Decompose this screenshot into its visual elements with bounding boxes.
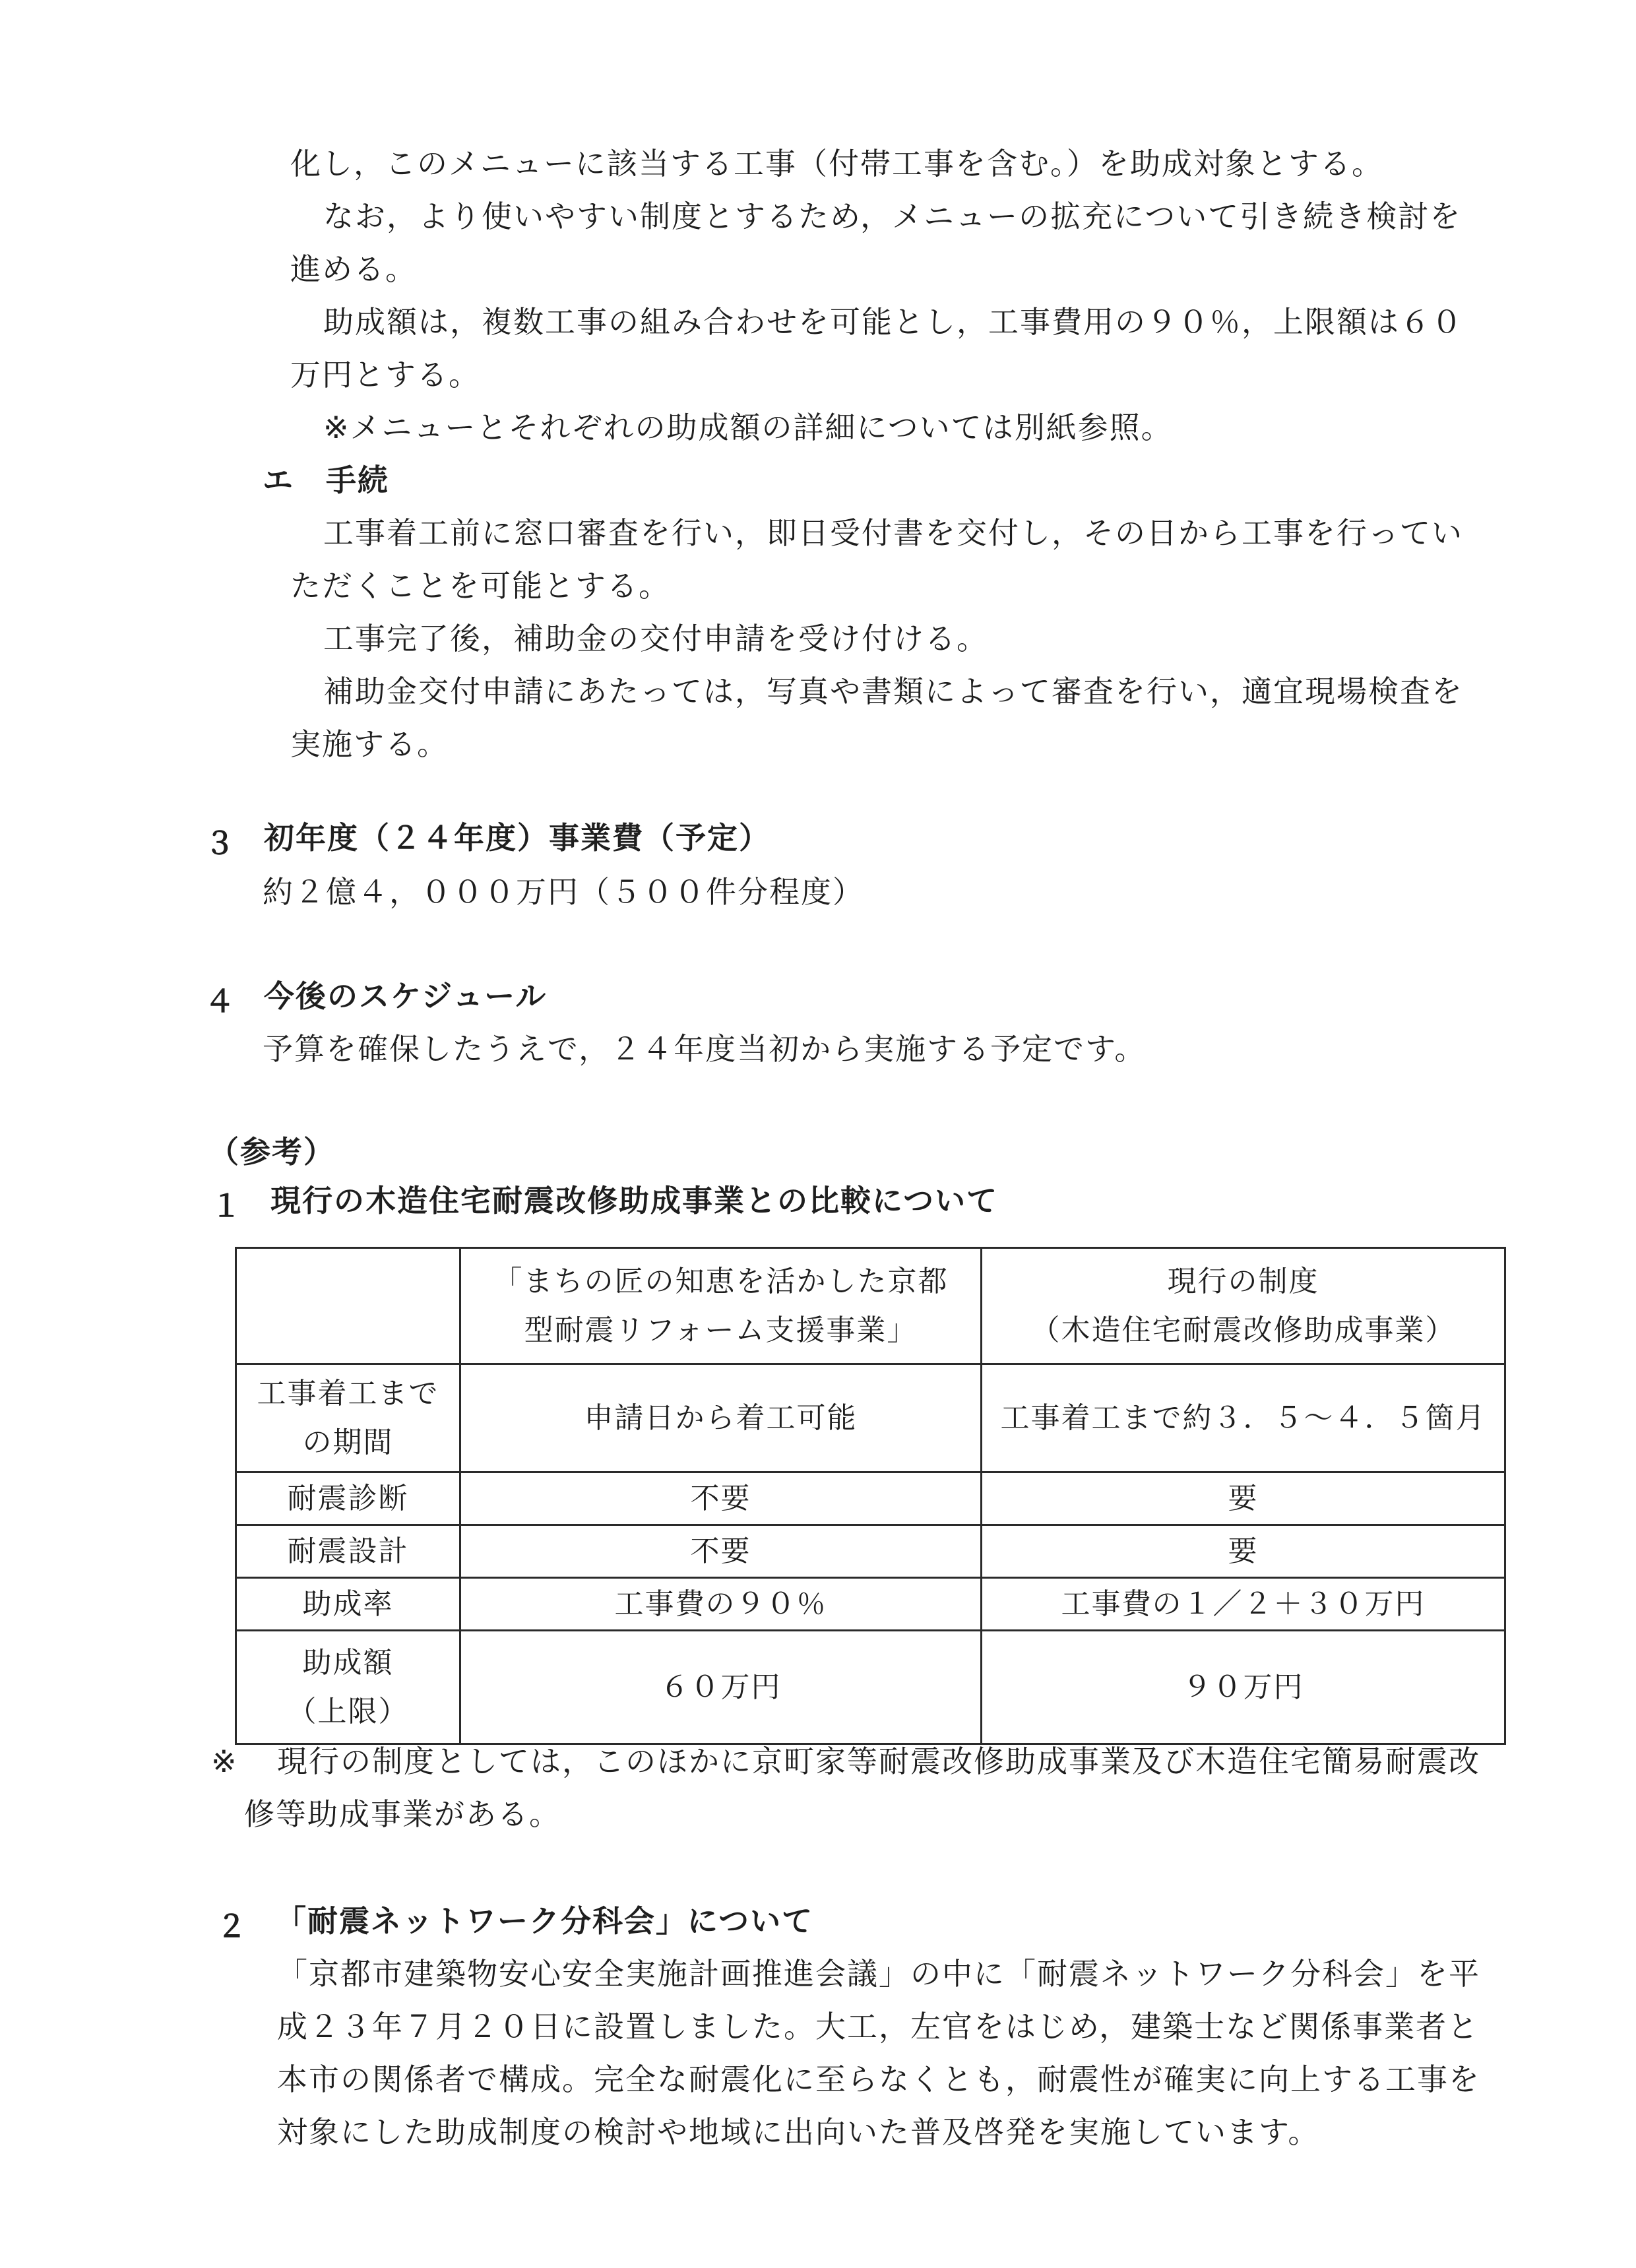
amount-current-value: ９０万円: [982, 1631, 1505, 1744]
procedure-line-3: 工事完了後，補助金の交付申請を受け付ける。: [323, 621, 988, 656]
menu-text-line-1: 化し，このメニューに該当する工事（付帯工事を含む。）を助成対象とする。: [290, 146, 1383, 181]
note-line-1: 現行の制度としては，このほかに京町家等耐震改修助成事業及び木造住宅簡易耐震改: [277, 1744, 1480, 1779]
period-new-value: 申請日から着工可能: [460, 1364, 982, 1472]
rate-new-value: 工事費の９０％: [460, 1578, 982, 1631]
design-new-value: 不要: [460, 1525, 982, 1578]
item2-line-4: 対象にした助成制度の検討や地域に出向いた普及啓発を実施しています。: [277, 2114, 1320, 2150]
amount-new-value: ６０万円: [460, 1631, 982, 1744]
table-header-empty: [236, 1248, 460, 1364]
table-header-row: [236, 1248, 1505, 1364]
design-current-value: 要: [982, 1525, 1505, 1578]
row-label-diagnosis: 耐震診断: [236, 1472, 460, 1525]
table-row: [236, 1472, 1505, 1525]
row-label-period: 工事着工まで の期間: [236, 1364, 460, 1472]
reference-item1-number: １: [211, 1188, 241, 1224]
procedure-heading: エ 手続: [263, 462, 389, 498]
section4-heading: 今後のスケジュール: [264, 978, 548, 1014]
rate-current-value: 工事費の１／２＋３０万円: [982, 1578, 1505, 1631]
table-row: [236, 1578, 1505, 1631]
section3-heading: 初年度（２４年度）事業費（予定）: [264, 820, 771, 856]
note-line-2: 修等助成事業がある。: [244, 1796, 561, 1832]
reference-item2-number: ２: [216, 1908, 247, 1944]
item2-line-1: 「京都市建築物安心安全実施計画推進会議」の中に「耐震ネットワーク分科会」を平: [277, 1956, 1480, 1992]
section4-body: 予算を確保したうえで，２４年度当初から実施する予定です。: [263, 1031, 1147, 1067]
menu-note: ※メニューとそれぞれの助成額の詳細については別紙参照。: [323, 410, 1173, 445]
comparison-table: [235, 1247, 1506, 1745]
table-header-new-program: 「まちの匠の知恵を活かした京都 型耐震リフォーム支援事業」: [460, 1248, 982, 1364]
menu-text-line-2: なお，より使いやすい制度とするため，メニューの拡充について引き続き検討を: [323, 199, 1462, 234]
item2-line-3: 本市の関係者で構成。完全な耐震化に至らなくとも，耐震性が確実に向上する工事を: [277, 2062, 1480, 2097]
menu-text-line-3: 進める。: [290, 251, 417, 287]
reference-item1-heading: 現行の木造住宅耐震改修助成事業との比較について: [270, 1183, 999, 1218]
row-label-rate: 助成率: [236, 1578, 460, 1631]
procedure-line-5: 実施する。: [290, 726, 449, 762]
reference-item2-heading: 「耐震ネットワーク分科会」について: [276, 1903, 814, 1939]
menu-text-line-4: 助成額は，複数工事の組み合わせを可能とし，工事費用の９０％，上限額は６０: [323, 304, 1463, 340]
table-row: [236, 1364, 1505, 1472]
diagnosis-current-value: 要: [982, 1472, 1505, 1525]
note-mark: ※: [211, 1744, 238, 1779]
procedure-line-1: 工事着工前に窓口審査を行い，即日受付書を交付し，その日から工事を行ってい: [323, 515, 1463, 551]
row-label-design: 耐震設計: [236, 1525, 460, 1578]
procedure-line-4: 補助金交付申請にあたっては，写真や書類によって審査を行い，適宜現場検査を: [323, 674, 1463, 709]
menu-text-line-5: 万円とする。: [290, 357, 480, 393]
section3-body: 約２億４，０００万円（５００件分程度）: [263, 874, 864, 910]
section3-number: ３: [204, 825, 235, 861]
table-row: [236, 1525, 1505, 1578]
item2-line-2: 成２３年７月２０日に設置しました。大工，左官をはじめ，建築士など関係事業者と: [277, 2009, 1480, 2044]
table-row: [236, 1631, 1505, 1744]
reference-label: （参考）: [208, 1134, 335, 1170]
section4-number: ４: [204, 984, 235, 1019]
table-header-current-program: 現行の制度 （木造住宅耐震改修助成事業）: [982, 1248, 1505, 1364]
row-label-amount: 助成額 （上限）: [236, 1631, 460, 1744]
procedure-line-2: ただくことを可能とする。: [290, 568, 670, 604]
period-current-value: 工事着工まで約３．５～４．５箇月: [982, 1364, 1505, 1472]
diagnosis-new-value: 不要: [460, 1472, 982, 1525]
